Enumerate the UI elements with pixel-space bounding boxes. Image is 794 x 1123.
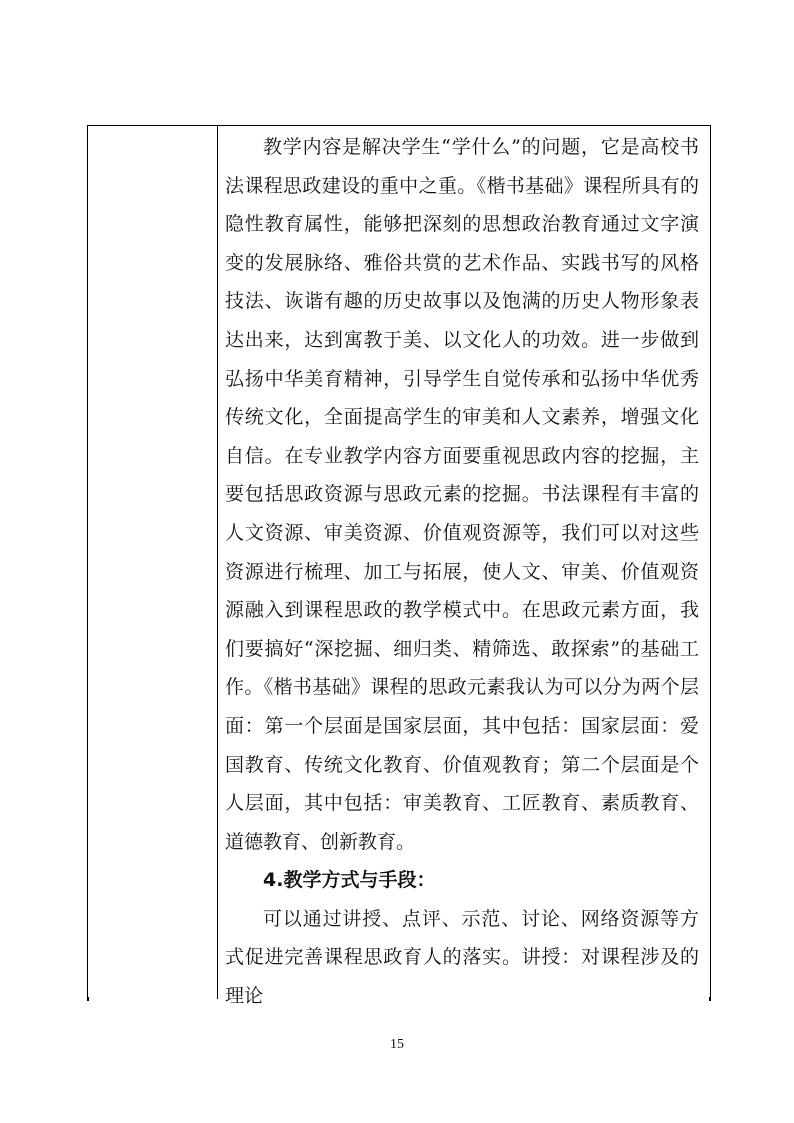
table-cell-content (225, 128, 699, 1016)
body-paragraph: 教学内容是解决学生“学什么”的问题，它是高校书法课程思政建设的重中之重。《楷书基础》课程所具有的隐性教育属性，能够把深刻的思想政治教育通过文字演变的发展脉络、雅俗共赏的艺术作品、实践书写的风格技法、诙谐有趣的历史故事以及饱满的历史人物形象表达出来，达到寓教于美、以文化人的功效。进一步做到弘扬中华美育精神，引导学生自觉传承和弘扬中华优秀传统文化，全面提高学生的审美和人文素养，增强文化自信。在专业教学内容方面要重视思政内容的挖掘，主要包括思政资源与思政元素的挖掘。书法课程有丰富的人文资源、审美资源、价值观资源等，我们可以对这些资源进行梳理、加工与拓展，使人文、审美、价值观资源融入到课程思政的教学模式中。在思政元素方面，我们要搞好“深挖掘、细归类、精筛选、敢探索”的基础工作。《楷书基础》课程的思政元素我认为可以分为两个层面：第一个层面是国家层面，其中包括：国家层面：爱国教育、传统文化教育、价值观教育；第二个层面是个人层面，其中包括：审美教育、工匠教育、素质教育、道德教育、创新教育。 (225, 136, 699, 853)
table-left-column (88, 126, 218, 999)
section-heading: 4.教学方式与手段： (263, 869, 436, 892)
table-border-stub-left (87, 997, 89, 1001)
table-border-stub-right (709, 997, 711, 1001)
body-paragraph: 可以通过讲授、点评、示范、讨论、网络资源等方式促进完善课程思政育人的落实。讲授：对课程涉及的理论 (225, 907, 699, 1008)
page-number: 15 (390, 1037, 404, 1052)
